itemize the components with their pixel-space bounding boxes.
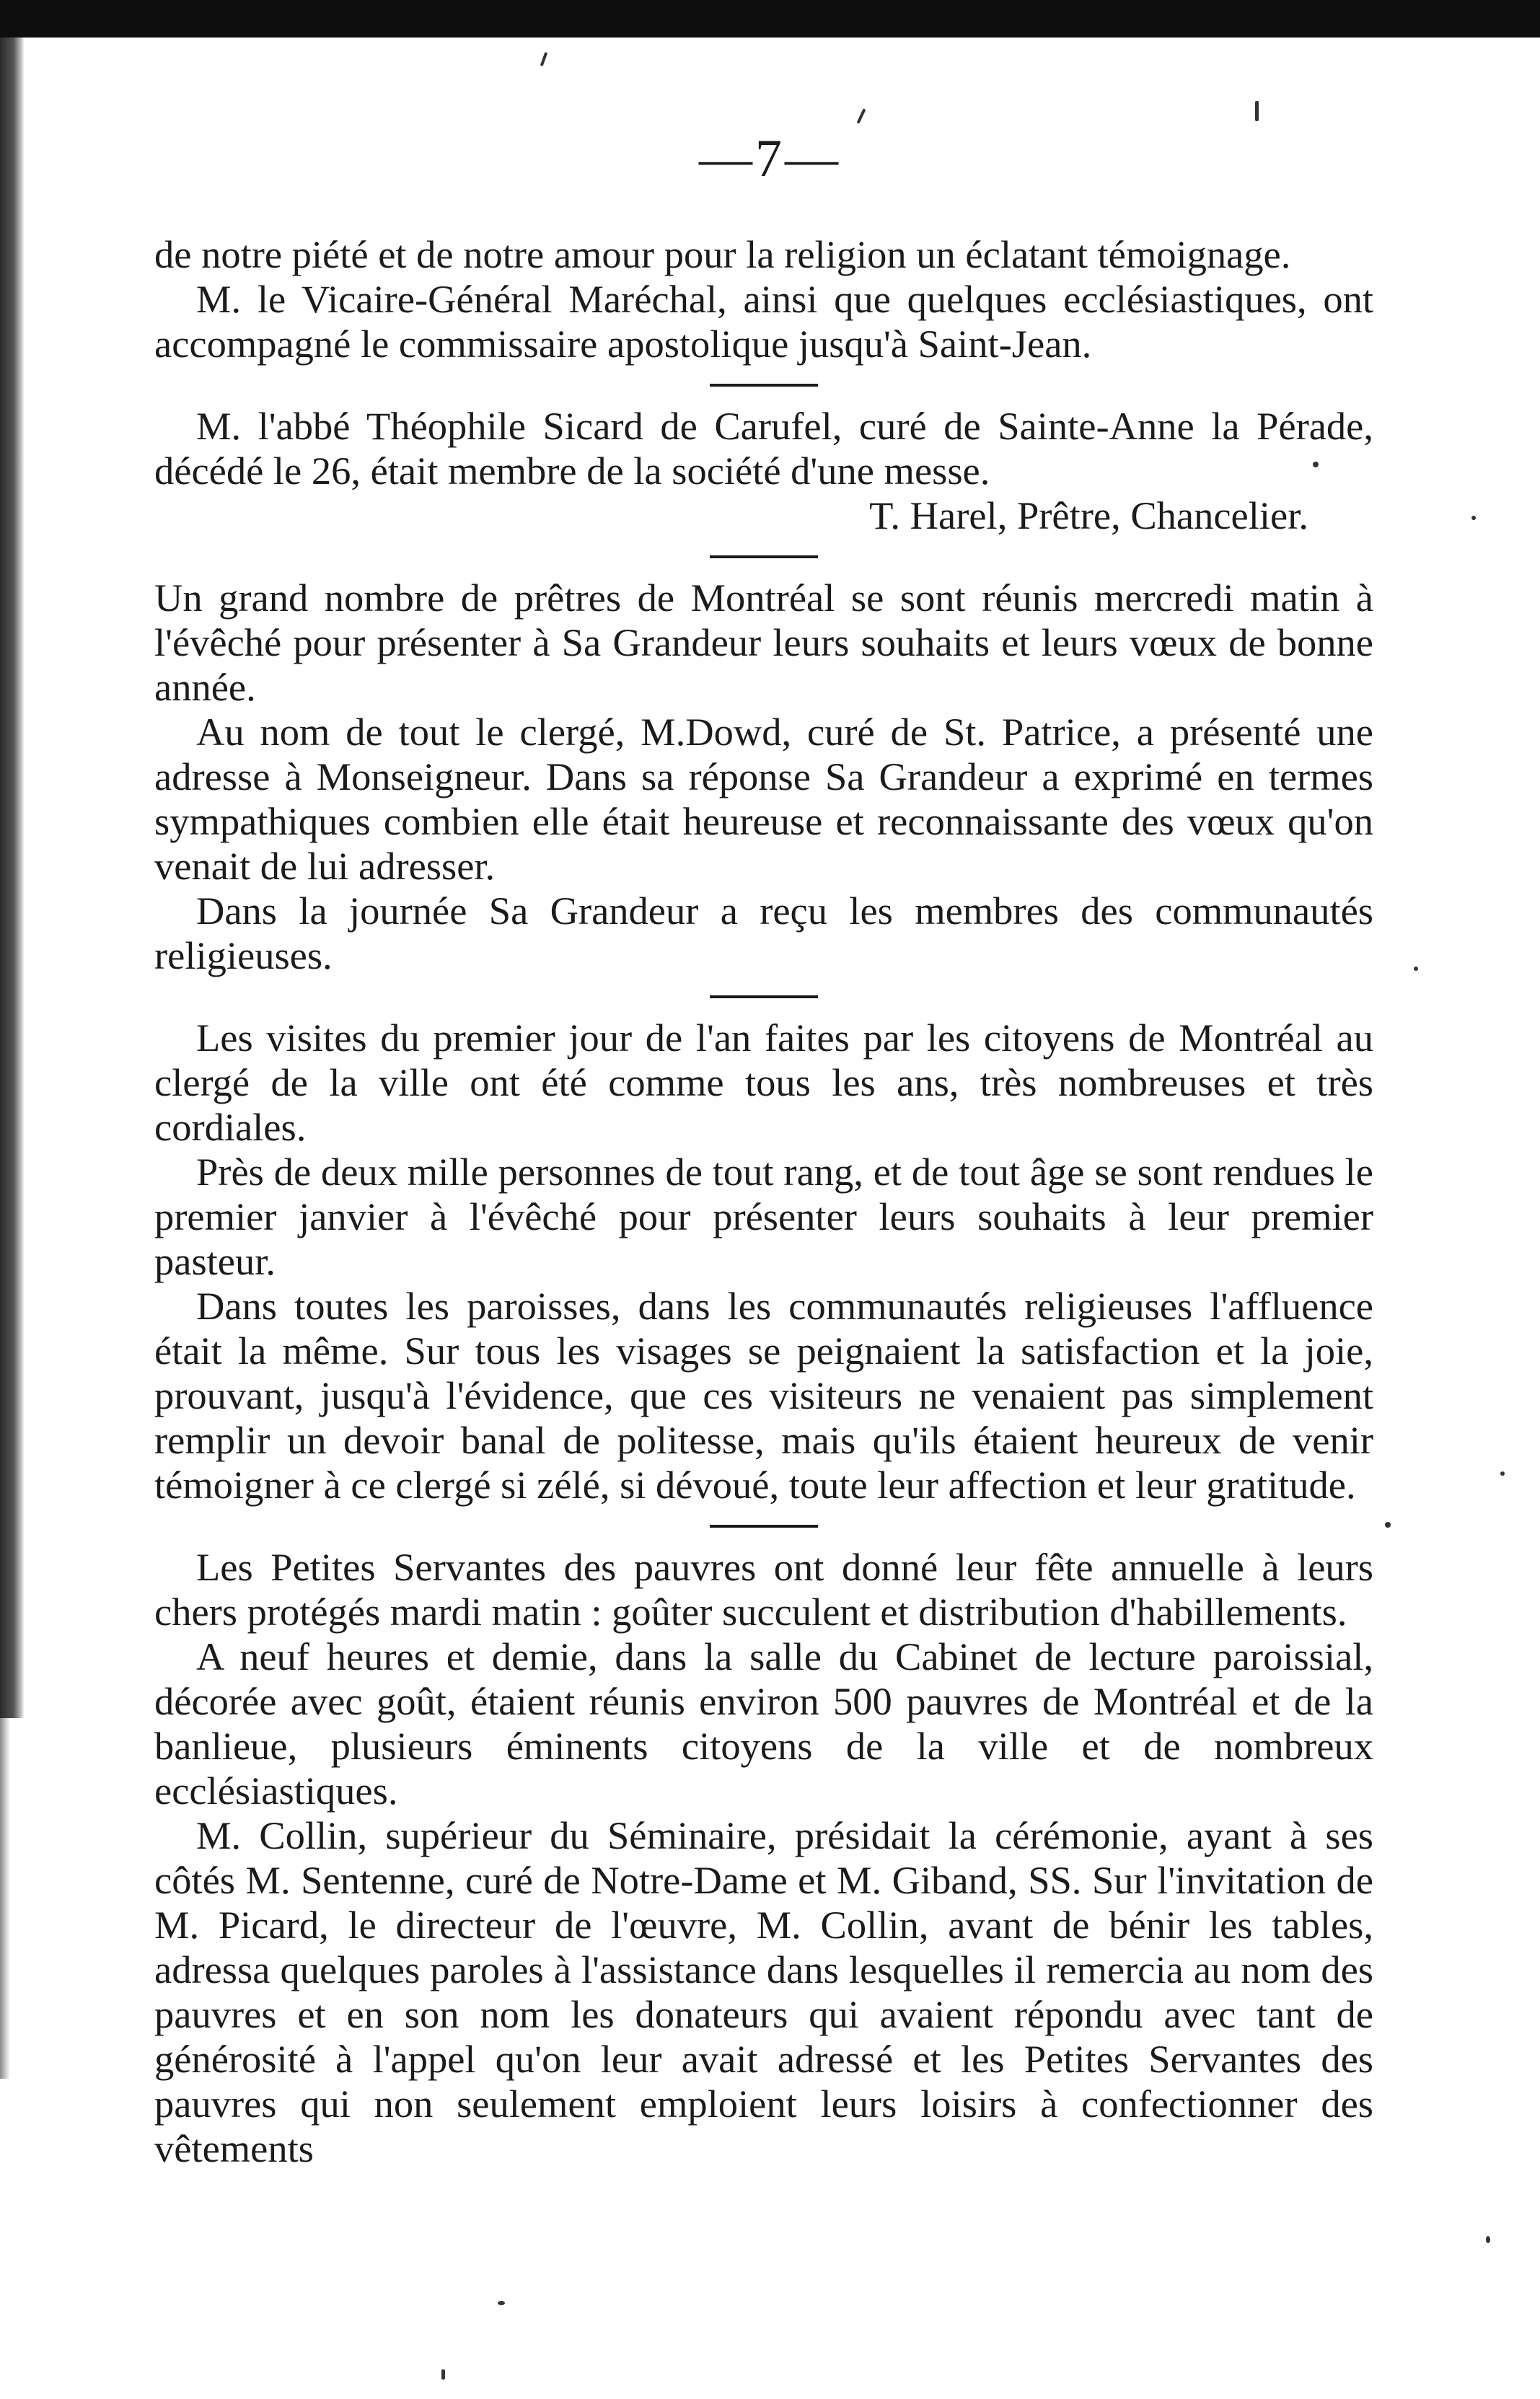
scan-speck	[1255, 101, 1259, 121]
paragraph: Les Petites Servantes des pauvres ont donné leur fête annuelle à leurs chers protégés mardi matin : goûter succulent et distribution d'habillements.	[154, 1545, 1373, 1634]
section-divider	[710, 995, 818, 998]
section-divider	[710, 384, 818, 387]
scan-speck	[441, 2369, 445, 2380]
scan-speck	[540, 52, 548, 66]
signature: T. Harel, Prêtre, Chancelier.	[869, 493, 1308, 537]
section-departure	[154, 232, 1373, 366]
paragraph: M. Collin, supérieur du Séminaire, présidait la cérémonie, ayant à ses côtés M. Sentenne, curé de Notre-Dame et M. Giband, SS. Sur l'invitation de M. Picard, le directeur de l'œuvre, M. Collin, avant de bénir les tables, adressa quelques paroles à l'assistance dans lesquelles il remercia au nom des pauvres et en son nom les donateurs qui avaient répondu avec tant de générosité à l'appel qu'on leur avait adressé et les Petites Servantes des pauvres qui non seulement emploient leurs loisirs à confectionner des vêtements	[154, 1813, 1373, 2170]
scan-top-border	[0, 0, 1540, 38]
section-new-year-clergy	[154, 576, 1373, 978]
scan-left-border	[0, 38, 25, 1718]
page-text	[154, 232, 1373, 2171]
paragraph: Un grand nombre de prêtres de Montréal se sont réunis mercredi matin à l'évêché pour présenter à Sa Grandeur leurs souhaits et leurs vœux de bonne année.	[154, 576, 1373, 709]
section-divider	[710, 1525, 818, 1528]
paragraph: Au nom de tout le clergé, M.Dowd, curé de St. Patrice, a présenté une adresse à Monseigneur. Dans sa réponse Sa Grandeur a exprimé en termes sympathiques combien elle était heureuse et reconnaissante des vœux qu'on venait de lui adresser.	[154, 710, 1373, 888]
section-petites-servantes	[154, 1545, 1373, 2171]
scan-speck	[1500, 1471, 1505, 1476]
scan-speck	[1385, 1522, 1391, 1528]
scan-speck	[498, 2301, 505, 2305]
paragraph: A neuf heures et demie, dans la salle du Cabinet de lecture paroissial, décorée avec goût, étaient réunis environ 500 pauvres de Montréal et de la banlieue, plusieurs éminents citoyens de la ville et de nombreux ecclésiastiques.	[154, 1634, 1373, 1813]
paragraph: Près de deux mille personnes de tout rang, et de tout âge se sont rendues le premier janvier à l'évêché pour présenter leurs souhaits à leur premier pasteur.	[154, 1150, 1373, 1283]
paragraph: M. l'abbé Théophile Sicard de Carufel, curé de Sainte-Anne la Pérade, décédé le 26, était membre de la société d'une messe.	[154, 404, 1373, 493]
paragraph: Les visites du premier jour de l'an faites par les citoyens de Montréal au clergé de la ville ont été comme tous les ans, très nombreuses et très cordiales.	[154, 1016, 1373, 1149]
scan-speck	[1471, 516, 1476, 520]
page-number: —7—	[699, 129, 841, 188]
paragraph: de notre piété et de notre amour pour la religion un éclatant témoignage.	[154, 232, 1291, 276]
paragraph: Dans la journée Sa Grandeur a reçu les membres des communautés religieuses.	[154, 889, 1373, 977]
section-obituary	[154, 404, 1373, 538]
scan-speck	[1414, 967, 1418, 971]
scan-speck	[1486, 2236, 1490, 2243]
section-new-year-visits	[154, 1016, 1373, 1507]
paragraph: Dans toutes les paroisses, dans les communautés religieuses l'affluence était la même. Sur tous les visages se peignaient la satisfaction et la joie, prouvant, jusqu'à l'évidence, que ces visiteurs ne venaient pas simplement remplir un devoir banal de politesse, mais qu'ils étaient heureux de venir témoigner à ce clergé si zélé, si dévoué, toute leur affection et leur gratitude.	[154, 1284, 1373, 1507]
paragraph: M. le Vicaire-Général Maréchal, ainsi que quelques ecclésiastiques, ont accompagné le commissaire apostolique jusqu'à Saint-Jean.	[154, 277, 1373, 366]
scan-left-border-faint	[0, 1718, 10, 2079]
section-divider	[710, 555, 818, 558]
scan-speck	[857, 108, 866, 124]
